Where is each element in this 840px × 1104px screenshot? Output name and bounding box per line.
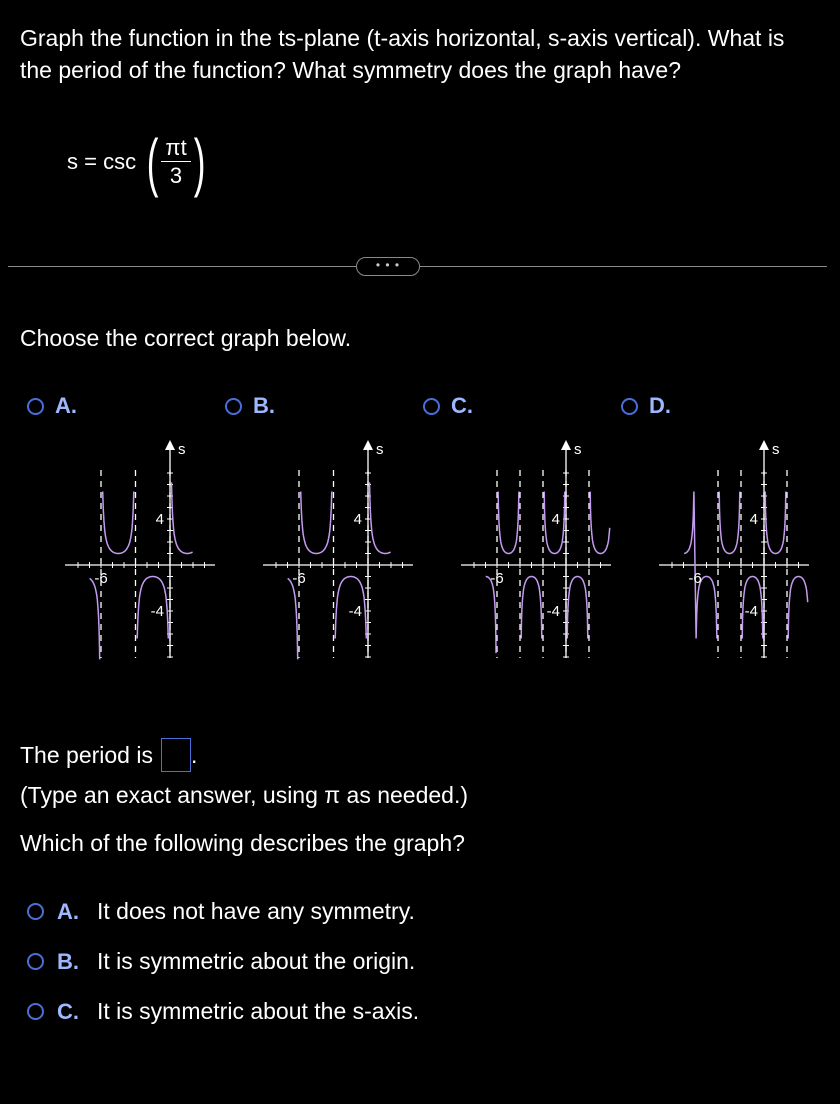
left-paren: ( [146, 126, 159, 198]
radio-icon[interactable] [225, 398, 242, 415]
tick-label-neg6: -6 [688, 570, 702, 587]
curve-branch [788, 577, 808, 639]
option-letter: C. [57, 998, 79, 1024]
axes [263, 440, 413, 658]
symmetry-option-b[interactable] [27, 948, 415, 975]
curve-branch [301, 492, 332, 554]
fraction-numerator: πt [161, 135, 190, 162]
tick-label-neg6: -6 [490, 570, 504, 587]
graph-a[interactable] [60, 430, 220, 670]
option-text: It does not have any symmetry. [97, 898, 415, 924]
graph-d[interactable] [654, 430, 814, 670]
option-letter: B. [57, 948, 79, 974]
tick-label-4: 4 [155, 511, 164, 528]
tick-label-neg4: -4 [150, 603, 164, 620]
fraction [161, 135, 190, 190]
curve-branch [567, 577, 588, 639]
tick-label-4: 4 [353, 511, 362, 528]
option-text: It is symmetric about the s-axis. [97, 998, 420, 1024]
graph-option-d[interactable] [621, 393, 671, 419]
curve-branch [719, 492, 740, 554]
option-text: It is symmetric about the origin. [97, 948, 416, 974]
option-letter: A. [57, 898, 79, 924]
graph-option-a[interactable] [27, 393, 77, 419]
s-axis-label: s [574, 441, 582, 458]
tick-label-neg6: -6 [94, 570, 108, 587]
tick-label-4: 4 [749, 511, 758, 528]
asymptotes [101, 470, 170, 658]
arrow-up-icon [363, 440, 373, 450]
curves [486, 492, 610, 654]
tick-label-4: 4 [551, 511, 560, 528]
radio-icon[interactable] [621, 398, 638, 415]
s-axis-label: s [376, 441, 384, 458]
graph-option-c[interactable] [423, 393, 473, 419]
curve-branch [521, 577, 542, 639]
tick-label-neg6: -6 [292, 570, 306, 587]
symmetry-question: Which of the following describes the graph? [20, 830, 465, 856]
curve-branch [370, 482, 391, 553]
option-letter: B. [253, 393, 275, 418]
axes [65, 440, 215, 658]
expand-more-button[interactable]: • • • [356, 257, 420, 276]
fraction-denominator: 3 [169, 162, 183, 188]
period-note: (Type an exact answer, using π as needed.) [20, 782, 469, 808]
curve-branch [172, 482, 193, 553]
period-row [20, 738, 197, 772]
option-letter: C. [451, 393, 473, 418]
arrow-up-icon [165, 440, 175, 450]
graph-option-b[interactable] [225, 393, 275, 419]
option-letter: A. [55, 393, 77, 418]
graph-b[interactable] [258, 430, 418, 670]
curve-branch [765, 492, 786, 554]
asymptotes [497, 470, 589, 658]
s-axis-label: s [772, 441, 780, 458]
radio-icon[interactable] [27, 903, 44, 920]
radio-icon[interactable] [27, 398, 44, 415]
symmetry-option-a[interactable] [27, 898, 415, 925]
right-paren: ) [193, 126, 206, 198]
asymptotes [299, 470, 368, 658]
curve-branch [590, 492, 610, 554]
symmetry-option-c[interactable] [27, 998, 419, 1025]
option-letter: D. [649, 393, 671, 418]
curve-branch [90, 578, 100, 659]
tick-label-neg4: -4 [744, 603, 758, 620]
curve-branch [486, 577, 496, 654]
radio-icon[interactable] [423, 398, 440, 415]
curve-branch [498, 492, 519, 554]
graph-c[interactable] [456, 430, 616, 670]
formula-lhs: s = csc [67, 149, 137, 174]
question-text: Graph the function in the ts-plane (t-axis horizontal, s-axis vertical). What is the period of the function? What symmetry does the graph have? [20, 25, 785, 83]
s-axis-label: s [178, 441, 186, 458]
curve-branch [103, 492, 134, 554]
arrow-up-icon [561, 440, 571, 450]
radio-icon[interactable] [27, 953, 44, 970]
curve-branch [288, 578, 298, 659]
tick-label-neg4: -4 [546, 603, 560, 620]
tick-label-neg4: -4 [348, 603, 362, 620]
radio-icon[interactable] [27, 1003, 44, 1020]
period-label: The period is [20, 741, 153, 768]
period-end: . [190, 741, 198, 768]
period-answer-input[interactable] [161, 738, 191, 772]
choose-graph-prompt: Choose the correct graph below. [20, 325, 352, 351]
function-formula [67, 126, 210, 198]
arrow-up-icon [759, 440, 769, 450]
